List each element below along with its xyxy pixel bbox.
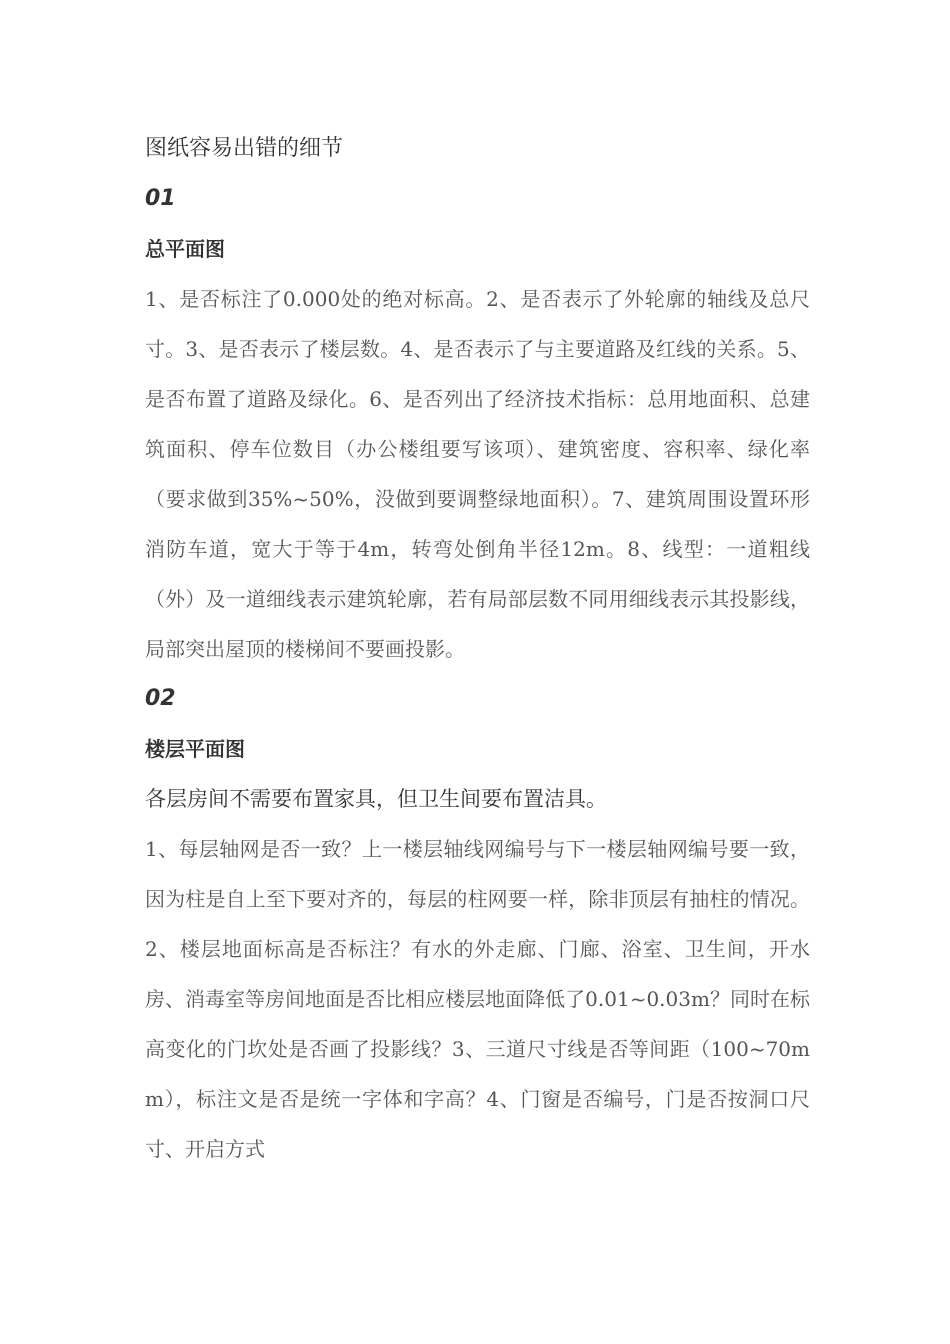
section-02 (145, 674, 810, 1174)
section-number: 01 (145, 186, 176, 211)
section-body: 1、每层轴网是否一致？上一楼层轴线网编号与下一楼层轴网编号要一致，因为柱是自上至下要对齐的，每层的柱网要一样，除非顶层有抽柱的情况。2、楼层地面标高是否标注？有水的外走廊、门廊、浴室、卫生间，开水房、消毒室等房间地面是否比相应楼层地面降低了0.01~0.03m？同时在标高变化的门坎处是否画了投影线？3、三道尺寸线是否等间距（100~70mm），标注文是否是统一字体和字高？4、门窗是否编号，门是否按洞口尺寸、开启方式 (145, 837, 810, 1161)
section-01 (145, 174, 810, 674)
section-heading: 总平面图 (145, 237, 225, 261)
section-body: 1、是否标注了0.000处的绝对标高。2、是否表示了外轮廓的轴线及总尺寸。3、是否表示了楼层数。4、是否表示了与主要道路及红线的关系。5、是否布置了道路及绿化。6、是否列出了经济技术指标：总用地面积、总建筑面积、停车位数目（办公楼组要写该项）、建筑密度、容积率、绿化率（要求做到35%~50%，没做到要调整绿地面积）。7、建筑周围设置环形消防车道，宽大于等于4m，转弯处倒角半径12m。8、线型：一道粗线（外）及一道细线表示建筑轮廓，若有局部层数不同用细线表示其投影线，局部突出屋顶的楼梯间不要画投影。 (145, 287, 810, 661)
document-content (145, 124, 810, 1174)
section-number: 02 (145, 686, 176, 711)
document-title: 图纸容易出错的细节 (145, 136, 344, 161)
section-subheading: 各层房间不需要布置家具，但卫生间要布置洁具。 (145, 787, 607, 811)
section-heading: 楼层平面图 (145, 737, 245, 761)
